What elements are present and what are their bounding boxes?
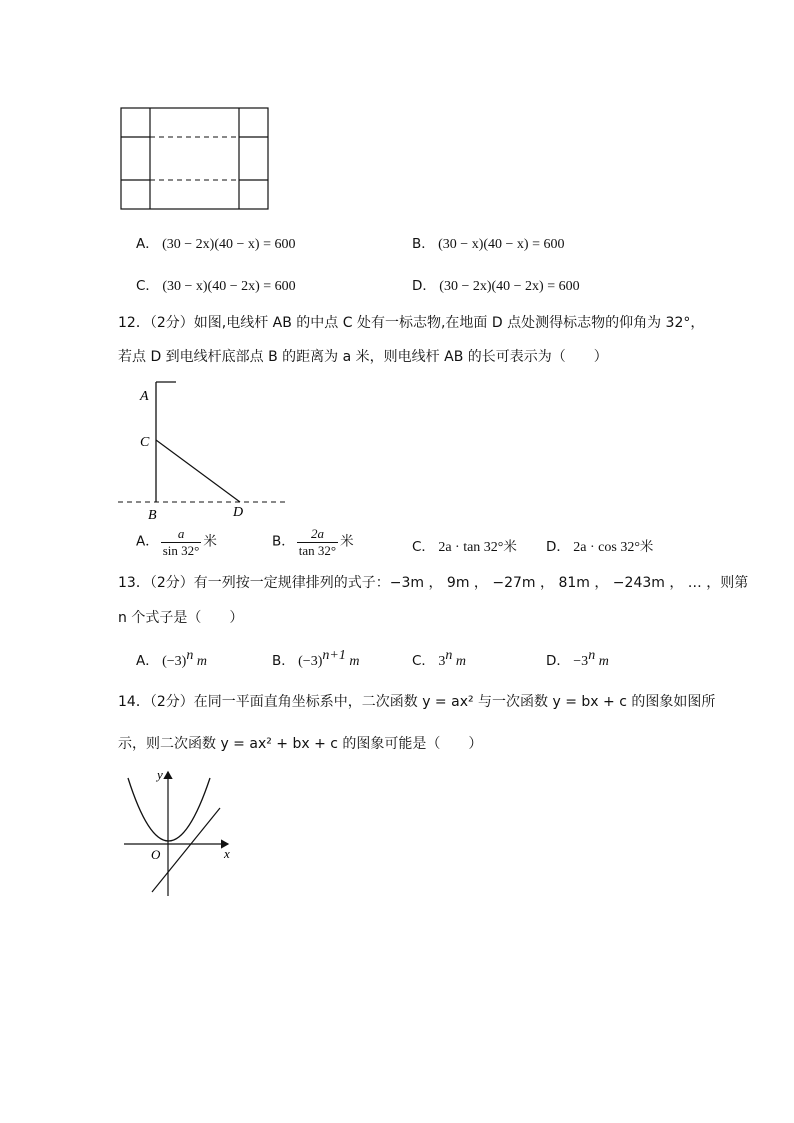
q13-stem-line1 <box>118 572 748 592</box>
y-axis-label: y <box>157 767 163 782</box>
question-number: 12． <box>118 315 150 331</box>
fraction <box>297 526 338 559</box>
unit-suffix: 米 <box>203 533 217 550</box>
option-label: D． <box>546 653 570 669</box>
q11-option-c[interactable] <box>136 274 296 295</box>
q13-option-b[interactable] <box>272 649 359 670</box>
x-axis-label: x <box>224 846 230 861</box>
unit-suffix: 米 <box>639 539 654 555</box>
option-label: A． <box>136 653 159 669</box>
q12-stem-line2 <box>118 346 608 366</box>
q12-option-d[interactable] <box>546 535 653 556</box>
q11-option-b[interactable] <box>412 232 564 253</box>
option-base: (−3) <box>298 654 323 669</box>
fraction-numerator: a <box>177 526 185 541</box>
option-exponent: n <box>588 648 596 663</box>
question-score: （2分） <box>149 575 194 591</box>
option-tail: m <box>452 654 466 669</box>
question-text: 示，则二次函数 y = ax² + bx + c 的图象可能是（ ） <box>118 736 483 752</box>
option-expression: 2a · tan 32° <box>438 540 504 555</box>
q14-graph-figure <box>118 764 244 900</box>
question-text: 若点 D 到电线杆底部点 B 的距离为 a 米，则电线杆 AB 的长可表示为（ ） <box>118 349 608 365</box>
question-text: 如图,电线杆 AB 的中点 C 处有一标志物,在地面 D 点处测得标志物的仰角为 32°， <box>193 315 705 331</box>
q12-option-a[interactable] <box>136 526 217 559</box>
linear-function-line <box>152 808 220 892</box>
question-score: （2分） <box>149 315 194 331</box>
q13-stem-line2 <box>118 607 243 627</box>
unit-suffix: 米 <box>340 533 354 550</box>
question-number: 13． <box>118 575 150 591</box>
origin-label: O <box>151 847 161 862</box>
option-tail: m <box>345 654 360 669</box>
option-expression: (30 − 2x)(40 − x) = 600 <box>162 237 296 252</box>
point-b-label: B <box>148 508 157 523</box>
option-label: B． <box>272 653 295 669</box>
line-cd <box>156 440 240 502</box>
option-label: B． <box>412 236 435 252</box>
option-label: A． <box>136 533 159 550</box>
q12-option-c[interactable] <box>412 535 517 556</box>
question-number: 14． <box>118 694 150 710</box>
q11-option-a[interactable] <box>136 232 295 253</box>
q12-stem-line1 <box>118 312 704 332</box>
point-d-label: D <box>233 505 244 520</box>
parabola-curve <box>128 778 210 841</box>
option-exponent: n+1 <box>322 648 346 663</box>
option-exponent: n <box>445 648 453 663</box>
option-expression: (30 − x)(40 − x) = 600 <box>438 237 565 252</box>
outer-rectangle <box>121 108 268 209</box>
option-base: (−3) <box>162 654 187 669</box>
option-label: B． <box>272 533 295 550</box>
option-expression: (30 − 2x)(40 − 2x) = 600 <box>439 279 580 294</box>
option-tail: m <box>193 654 207 669</box>
point-a-label: A <box>140 389 149 404</box>
option-expression: (30 − x)(40 − 2x) = 600 <box>162 279 296 294</box>
q13-option-c[interactable] <box>412 649 466 670</box>
option-expression: 2a · cos 32° <box>573 540 640 555</box>
q13-option-a[interactable] <box>136 649 207 670</box>
question-text: 在同一平面直角坐标系中，二次函数 y = ax² 与一次函数 y = bx + c 的图象如图所 <box>193 694 716 710</box>
q13-option-d[interactable] <box>546 649 609 670</box>
option-tail: m <box>595 654 609 669</box>
fraction-numerator: 2a <box>310 526 324 541</box>
q12-pole-figure <box>112 372 292 524</box>
option-label: D． <box>546 539 570 555</box>
option-label: D． <box>412 278 436 294</box>
question-score: （2分） <box>149 694 194 710</box>
q11-rectangle-figure <box>118 106 272 212</box>
fraction-denominator: tan 32° <box>298 543 337 558</box>
option-base: −3 <box>573 654 589 669</box>
question-text: n 个式子是（ ） <box>118 610 244 626</box>
fraction <box>161 526 202 559</box>
q11-option-d[interactable] <box>412 274 580 295</box>
q14-stem-line2 <box>118 733 482 753</box>
option-exponent: n <box>186 648 194 663</box>
point-c-label: C <box>140 435 150 450</box>
fraction-denominator: sin 32° <box>162 543 200 558</box>
option-label: A． <box>136 236 159 252</box>
q14-stem-line1 <box>118 691 715 711</box>
option-label: C． <box>412 539 435 555</box>
option-base: 3 <box>438 654 446 669</box>
question-text: 有一列按一定规律排列的式子：−3m ， 9m ， −27m ， 81m ， −243m ， … ，则第 <box>193 575 749 591</box>
option-label: C． <box>136 278 159 294</box>
option-label: C． <box>412 653 435 669</box>
unit-suffix: 米 <box>503 539 517 555</box>
q12-option-b[interactable] <box>272 526 354 559</box>
